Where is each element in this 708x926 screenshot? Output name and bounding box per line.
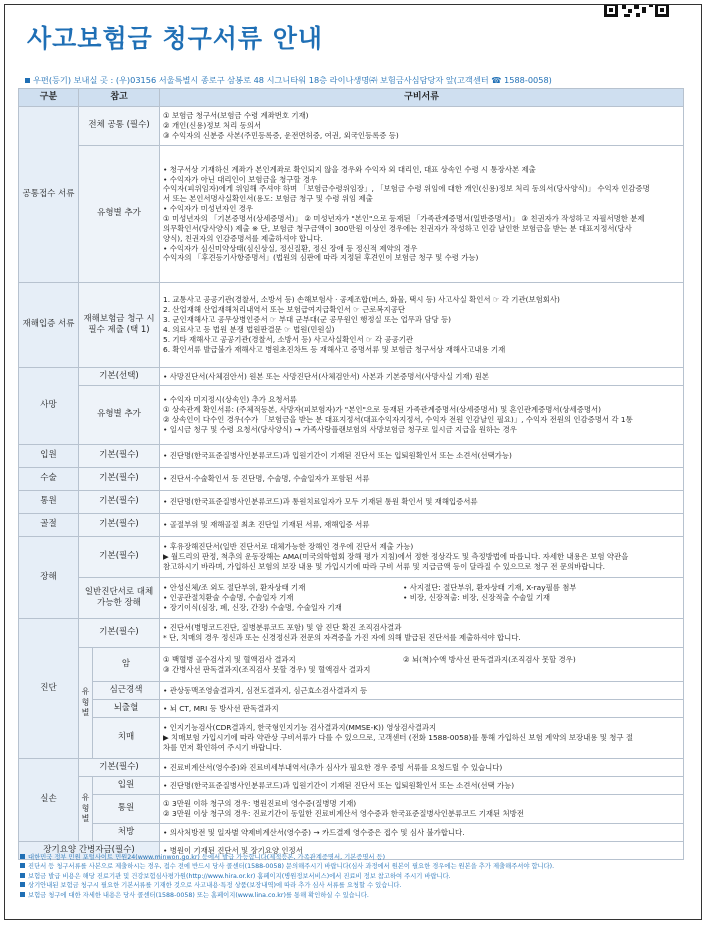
- docs-death-type: • 수익자 미지정시(상속인) 추가 요청서류 ① 상속관계 확인서류: (주체적등본, 사망자(피보험자)가 "본인"으로 등재된 가족관계증명서(상세증명서) 및 혼인관계증명서(상세증명서) ② 상속인이 다수인 경우(수가 「보험금을 받는 분 대표지정서(대표수익자지정서, 수익자 전원 인감날인 필요)」, 수익자 전원의 인감증명서 각 1통 • 일시금 청구 및 수령 요청서(당사양식) → 가족사랑플랜보험의 사망보험금 청구로 일시금 지급을 원하는 경우: [160, 386, 684, 445]
- footnote-item: 보험금 발급 비용은 해당 진료기관 및 건강보험심사평가원(http://www.hira.or.kr) 홈페이지(병원정보서비스)에서 진료비 정보 참고하여 주시기 바랍니다.: [20, 872, 554, 881]
- table-header: [19, 89, 684, 107]
- qr-code-icon: [602, 4, 672, 25]
- footnote-item: 상기안내된 보험금 청구시 필요한 기본서류를 기재한 것으로 사고내용·특정 상품(보장내역)에 따라 추가 심사 서류를 요청할 수 있습니다.: [20, 881, 554, 890]
- docs-common-type: • 청구서상 기재하신 계좌가 본인계좌로 확인되지 않을 경우와 수익자 외 대리인, 대표 상속인 수령 시 통장사본 제출 • 수익자가 아닌 대리인이 보험금을 청구할 경우 수익자(피위임자)에게 위임해 주셔야 하며 「보험금수령위임장」, 「보험금 수령 위임에 대한 개인(신용)정보 처리 동의서(당사양식)」 수익자 인감증명 서 또는 본인서명사실확인서(용도: 보험금 청구 및 수령 위임 제출 • 수익자가 미성년자인 경우 ① 미성년자의 「기본증명서(상세증명서)」 ② 미성년자가 "본인"으로 등재된 「가족관계증명서(일반증명서)」 ③ 친권자가 작성하고 자필서명한 분제 의무확인서(당사양식) 제출 ※ 단, 보험금 청구금액이 300만원 이상인 경우에는 친권자가 작성하고 인감 날인한 보험금을 받는 분 대표지정서(당사 양식), 친권자의 인감증명서를 제출하셔야 합니다. • 수익자가 심신미약상태(심신상실, 정신질환, 정신 장애 등 정신적 제약의 경우 수익자의 「후견등기사항증명서」(법원의 심판에 따라 지정된 후견인이 보험금 청구 및 수령 가능): [160, 146, 684, 283]
- row-label-long-term-care: 장기요양 간병자금(필수): [19, 842, 160, 860]
- docs-death-base: • 사망진단서(사체검안서) 원본 또는 사망진단서(사체검안서) 사본과 기본증명서(사망사실 기재) 원본: [160, 368, 684, 386]
- sub-label-diagnosis-type: 유형별: [79, 648, 93, 759]
- docs-diagnosis-base: • 진단서(병명코드진단, 질병분류코드 포함) 및 암 진단 확진 조직검사결과 * 단, 치매의 경우 정신과 또는 신경정신과 전문의 자격증을 가진 자에 의해 발급된 진단서를 제출하셔야 합니다.: [160, 619, 684, 648]
- sub-label-fracture: 기본(필수): [79, 514, 160, 537]
- sub-label-actual-base: 기본(필수): [79, 759, 160, 777]
- docs-fracture: • 골절부위 및 재해골절 최초 진단일 기재된 서류, 재해입증 서류: [160, 514, 684, 537]
- row-label-outpatient: 통원: [19, 491, 79, 514]
- docs-heart: • 관상동맥조영술결과지, 심전도결과지, 심근효소검사결과지 등: [160, 682, 684, 700]
- docs-actual-base: • 진료비계산서(영수증)와 진료비세부내역서(추가 심사가 필요한 경우 증빙 서류를 요청드릴 수 있습니다): [160, 759, 684, 777]
- sub-label-actual-outpatient: 통원: [93, 795, 160, 824]
- bullet-square-icon: [20, 863, 25, 868]
- sub-label-common-type: 유형별 추가: [79, 146, 160, 283]
- docs-outpatient: • 진단명(한국표준질병사인분류코드)과 통원치료일자가 모두 기재된 통원 확인서 및 재해입증서류: [160, 491, 684, 514]
- docs-common-all: ① 보험금 청구서(보험금 수령 계좌번호 기재) ② 개인(신용)정보 처리 동의서 ③ 수익자의 신분증 사본(주민등록증, 운전면허증, 여권, 외국인등록증 등): [160, 107, 684, 146]
- sub-label-common-all: 전체 공통 (필수): [79, 107, 160, 146]
- table-row: [19, 759, 684, 777]
- footnote-item: 보험금 청구에 대한 자세한 내용은 당사 콜센터(1588-0058) 또는 홈페이지(www.lina.co.kr)를 통해 확인하실 수 있습니다.: [20, 891, 554, 900]
- bullet-square-icon: [20, 892, 25, 897]
- row-label-fracture: 골절: [19, 514, 79, 537]
- sub-label-actual-type: 유형별: [79, 777, 93, 842]
- claim-documents-table: [18, 88, 684, 860]
- bullet-square-icon: [20, 882, 25, 887]
- table-row: [19, 718, 684, 759]
- docs-hospital: • 진단명(한국표준질병사인분류코드)과 입원기간이 기재된 진단서 또는 입퇴원확인서 또는 소견서(선택가능): [160, 445, 684, 468]
- table-row: [19, 795, 684, 824]
- sub-label-heart: 심근경색: [93, 682, 160, 700]
- sub-label-actual-inpatient: 입원: [93, 777, 160, 795]
- table-row: [19, 648, 684, 682]
- table-row: [19, 386, 684, 445]
- sub-label-outpatient: 기본(필수): [79, 491, 160, 514]
- mailing-address-text: 우편(등기) 보내실 곳 : (우)03156 서울특별시 종로구 삼봉로 48 시그니타워 18층 라이나생명㈜ 보험금사심담당자 앞(고객센터 ☎ 1588-0058): [33, 75, 552, 85]
- docs-actual-outpatient: ① 3만원 이하 청구의 경우: 병원진료비 영수증(질병명 기재) ② 3만원 이상 청구의 경우: 진료기간이 동일한 진료비계산서 영수증과 한국표준질병사인분류코드 기재된 처방전: [160, 795, 684, 824]
- sub-label-stroke: 뇌출혈: [93, 700, 160, 718]
- sub-label-cancer: 암: [93, 648, 160, 682]
- header-reference: 참고: [79, 89, 160, 107]
- docs-dementia: • 인지기능검사(CDR결과지, 한국형인지기능 검사결과지(MMSE-K)) 영상검사결과지 ▶ 치매보험 가입시기에 따라 약관상 구비서류가 다를 수 있으므로, 고객센터 (전화 1588-0058)를 통해 가입하신 보험 계약의 보장내용 및 청구 절 차를 먼저 확인하여 주시기 바랍니다.: [160, 718, 684, 759]
- table-row: [19, 491, 684, 514]
- row-label-hospital: 입원: [19, 445, 79, 468]
- sub-label-diagnosis-base: 기본(필수): [79, 619, 160, 648]
- bullet-square-icon: [20, 873, 25, 878]
- sub-label-dementia: 치매: [93, 718, 160, 759]
- docs-cancer: ① 백혈병 골수검사지 및 혈액검사 결과지 ② 뇌(척)수액 방사선 판독결과지(조직검사 못할 경우) ③ 간병사선 판독결과지(조직검사 못할 경우) 및 혈액검사 결과지: [160, 648, 684, 682]
- table-row: [19, 700, 684, 718]
- header-category: 구분: [19, 89, 79, 107]
- sub-label-death-type: 유형별 추가: [79, 386, 160, 445]
- docs-disability-base: • 후유장해진단서(일반 진단서로 대체가능한 장해인 경우에 진단서 제출 가능) ▶ 월드리의 판정, 척추의 운동장해는 AMA(미국의학협회 장해 평가 지침)에서 정한 정상각도 및 측정방법에 따릅니다. 자세한 내용은 보험 약관을 참고하시기 바라며, 가입하신 보험의 보장 내용 및 가입시기에 따라 구비 서류 및 지급금액 등이 달라질 수 있으므로 청구 전 문의바랍니다.: [160, 537, 684, 578]
- docs-disability-alt: • 안성신체/조 외도 절단부위, 환자상태 기재 • 인공관절치환술 수술명, 수술일자 기재 • 장기이식(심장, 폐, 신장, 간장) 수술명, 수술일자 기재 • 사지절단: 절단부위, 환자상태 기재, X-ray필름 첨부 • 비장, 신장적출: 비장, 신장적출 수술일 기재: [160, 578, 684, 619]
- docs-actual-prescription: • 의사처방전 및 일자별 약제비계산서(영수증) → 카드결제 영수증은 접수 및 심사 불가합니다.: [160, 824, 684, 842]
- row-label-actual-loss: 실손: [19, 759, 79, 842]
- table-row: [19, 578, 684, 619]
- footnote-item: 대한민국 정부 민원 포털사이트 민원24(www.minwon.go.kr) 등에서 발급 가능합니다(제적등본, 가족관계증명서, 기본증명서 등): [20, 853, 554, 862]
- docs-long-term-care: • 병원이 기재된 진단서 및 장기요양 인정서: [160, 842, 684, 860]
- row-label-diagnosis: 진단: [19, 619, 79, 759]
- sub-label-disability-base: 기본(필수): [79, 537, 160, 578]
- table-row: [19, 824, 684, 842]
- sub-label-hospital: 기본(필수): [79, 445, 160, 468]
- table-row: [19, 107, 684, 146]
- table-row: [19, 445, 684, 468]
- row-label-surgery: 수술: [19, 468, 79, 491]
- mailing-address: [25, 75, 552, 86]
- table-row: [19, 537, 684, 578]
- sub-label-death-base: 기본(선택): [79, 368, 160, 386]
- docs-disaster: 1. 교통사고 공공기관(경찰서, 소방서 등) 손해보험사 · 공제조합(버스, 화물, 택시 등) 사고사실 확인서 ☞ 각 기관(보험회사) 2. 산업재해 산업재해처리내역서 또는 보험급여지급확인서 ☞ 근로복지공단 3. 군인재해사고 공무상병인증서 ☞ 부대 군부대(군 공무원인 행정실 또는 업무과 담당 등) 4. 의료사고 등 법원 분쟁 법원판결문 ☞ 법원(민원실) 5. 기타 재해사고 공공기관(경찰서, 소방서 등) 사고사실확인서 ☞ 각 공공기관 6. 확인서류 발급불가 재해사고 병원초진차트 등 재해사고 증명서류 및 보험금 청구서상 재해사고내용 기재: [160, 283, 684, 368]
- sub-label-disability-alt: 일반진단서로 대체 가능한 장해: [79, 578, 160, 619]
- bullet-square-icon: [25, 78, 30, 83]
- footnotes: [20, 853, 554, 900]
- row-label-disaster: 재해입증 서류: [19, 283, 79, 368]
- header-documents: 구비서류: [160, 89, 684, 107]
- table-row: [19, 283, 684, 368]
- table-row: [19, 468, 684, 491]
- table-row: [19, 514, 684, 537]
- row-label-common: 공통접수 서류: [19, 107, 79, 283]
- table-row: [19, 146, 684, 283]
- row-label-disability: 장해: [19, 537, 79, 619]
- page-title: 사고보험금 청구서류 안내: [27, 24, 324, 53]
- docs-surgery: • 진단서·수술확인서 등 진단명, 수술명, 수술일자가 포함된 서류: [160, 468, 684, 491]
- table-row: [19, 619, 684, 648]
- sub-label-surgery: 기본(필수): [79, 468, 160, 491]
- sub-label-actual-prescription: 처방: [93, 824, 160, 842]
- footnote-item: 진단서 등 청구서류를 사본으로 제출하시는 경우, 접수 전에 반드시 당사 콜센터(1588-0058) 문의해주시기 바랍니다(심사 과정에서 원본이 필요한 경우에는 원본을 추가 제출해주셔야 합니다).: [20, 862, 554, 871]
- row-label-death: 사망: [19, 368, 79, 445]
- table-row: [19, 682, 684, 700]
- table-row: [19, 368, 684, 386]
- table-row: [19, 777, 684, 795]
- docs-actual-inpatient: • 진단명(한국표준질병사인분류코드)과 입원기간이 기재된 진단서 또는 입퇴원확인서 또는 소견서(선택 가능): [160, 777, 684, 795]
- bullet-square-icon: [20, 854, 25, 859]
- docs-stroke: • 뇌 CT, MRI 등 방사선 판독결과지: [160, 700, 684, 718]
- sub-label-disaster: 재해보험금 청구 시 필수 제출 (택 1): [79, 283, 160, 368]
